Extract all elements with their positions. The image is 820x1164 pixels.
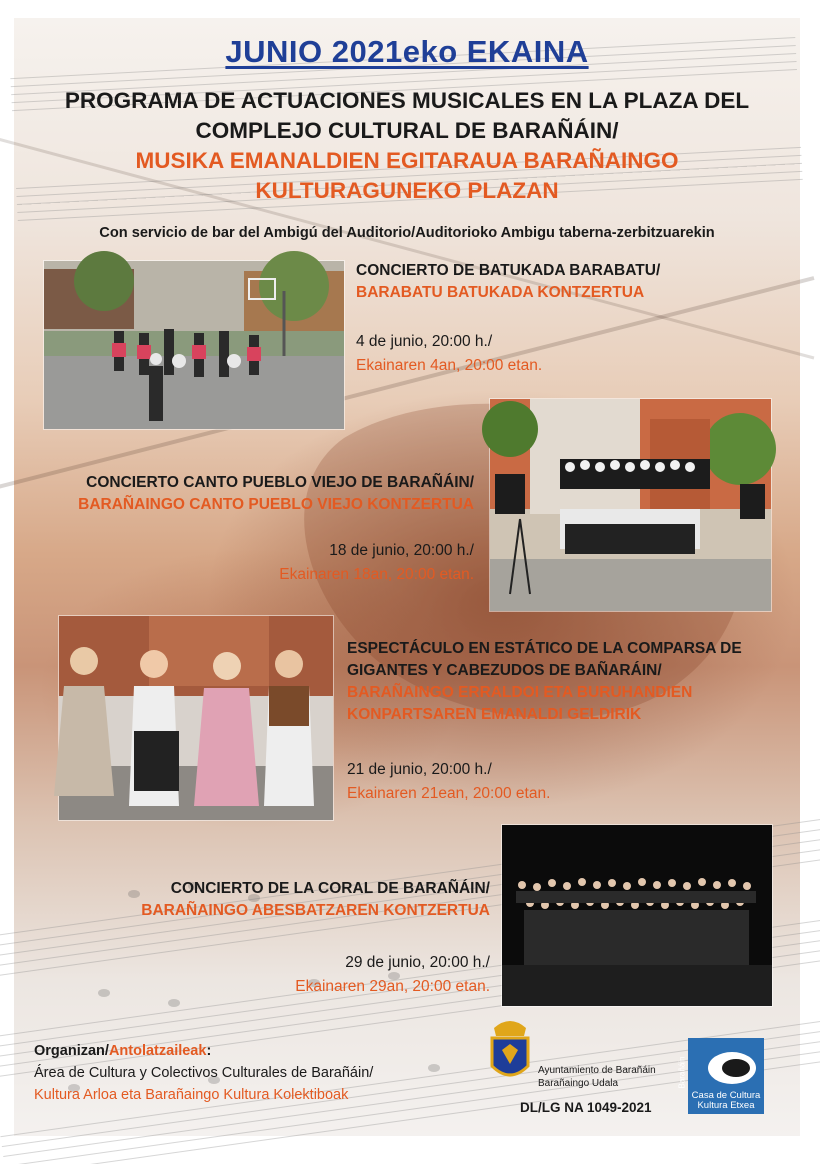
organizers-colon: : [206, 1043, 212, 1059]
event-4-date-eu: Ekainaren 29an, 20:00 etan. [295, 978, 490, 995]
page-title: JUNIO 2021eko EKAINA [225, 34, 589, 69]
organizers-label-es: Organizan/ [34, 1043, 109, 1059]
ayuntamiento-line-2: Barañaingo Udala [538, 1078, 619, 1089]
casa-de-cultura-text [690, 1091, 762, 1111]
event-2-date [174, 539, 474, 587]
event-3-title-eu-1: BARAÑAINGO ERRALDOI ETA BURUHANDIEN [347, 684, 693, 701]
gigantes-photo [58, 615, 334, 821]
event-2-title-eu: BARAÑAINGO CANTO PUEBLO VIEJO KONTZERTUA [78, 496, 474, 513]
event-1-title-eu: BARABATU BATUKADA KONTZERTUA [356, 284, 645, 301]
batukada-photo [43, 260, 345, 430]
organizers-spanish: Área de Cultura y Colectivos Culturales de Barañáin/ [34, 1065, 374, 1081]
organizers-label-eu: Antolatzaileak [108, 1043, 207, 1059]
ayuntamiento-label [538, 1064, 656, 1090]
casa-de-cultura-line-1: Casa de Cultura [691, 1090, 761, 1101]
bar-service-note: Con servicio de bar del Ambigú del Auditorio/Auditorioko Ambigu taberna-zerbitzuarekin [99, 225, 715, 241]
event-1-title [356, 260, 786, 304]
event-1-date [356, 330, 656, 378]
event-1-date-es: 4 de junio, 20:00 h./ [356, 333, 493, 350]
event-3-title-es-2: GIGANTES Y CABEZUDOS DE BAÑARÁIN/ [347, 662, 662, 679]
casa-de-cultura-logo [677, 1038, 764, 1114]
event-3-date-es: 21 de junio, 20:00 h./ [347, 761, 492, 778]
event-3-date-eu: Ekainaren 21ean, 20:00 etan. [347, 785, 551, 802]
event-3-title-es-1: ESPECTÁCULO EN ESTÁTICO DE LA COMPARSA DE [347, 640, 742, 657]
program-subtitle [44, 86, 770, 206]
event-2-title [34, 472, 474, 516]
baranain-coat-of-arms-icon [484, 1018, 536, 1090]
event-3-date [347, 758, 647, 806]
ayuntamiento-line-1: Ayuntamiento de Barañáin [538, 1065, 656, 1076]
event-4-date-es: 29 de junio, 20:00 h./ [345, 954, 490, 971]
event-4-title [34, 878, 490, 922]
event-4-title-eu: BARAÑAINGO ABESBATZAREN KONTZERTUA [141, 902, 490, 919]
event-2-date-eu: Ekainaren 18an, 20:00 etan. [279, 566, 474, 583]
subtitle-basque: MUSIKA EMANALDIEN EGITARAUA BARAÑAINGO KULTURAGUNEKO PLAZAN [135, 148, 679, 203]
organizers-heading [34, 1040, 474, 1062]
event-2-date-es: 18 de junio, 20:00 h./ [329, 542, 474, 559]
subtitle-spanish: PROGRAMA DE ACTUACIONES MUSICALES EN LA PLAZA DEL COMPLEJO CULTURAL DE BARAÑÁIN/ [64, 88, 750, 143]
legal-deposit: DL/LG NA 1049-2021 [520, 1100, 652, 1115]
organizers-basque: Kultura Arloa eta Barañaingo Kultura Kolektiboak [34, 1087, 349, 1103]
organizers [34, 1040, 474, 1106]
event-2-title-es: CONCIERTO CANTO PUEBLO VIEJO DE BARAÑÁIN/ [86, 474, 474, 491]
event-3-title [347, 638, 797, 726]
event-1-title-es: CONCIERTO DE BATUKADA BARABATU/ [356, 262, 661, 279]
event-4-title-es: CONCIERTO DE LA CORAL DE BARAÑÁIN/ [170, 880, 490, 897]
event-3-title-eu-2: KONPARTSAREN EMANALDI GELDIRIK [347, 706, 642, 723]
event-poster [14, 18, 800, 1136]
coral-photo [501, 824, 773, 1007]
event-4-date [190, 951, 490, 999]
casa-de-cultura-line-2: Kultura Etxea [697, 1100, 755, 1111]
canto-pueblo-viejo-photo [489, 398, 772, 612]
casa-de-cultura-side-text: Barañáin [677, 1056, 687, 1089]
event-1-date-eu: Ekainaren 4an, 20:00 etan. [356, 357, 543, 374]
